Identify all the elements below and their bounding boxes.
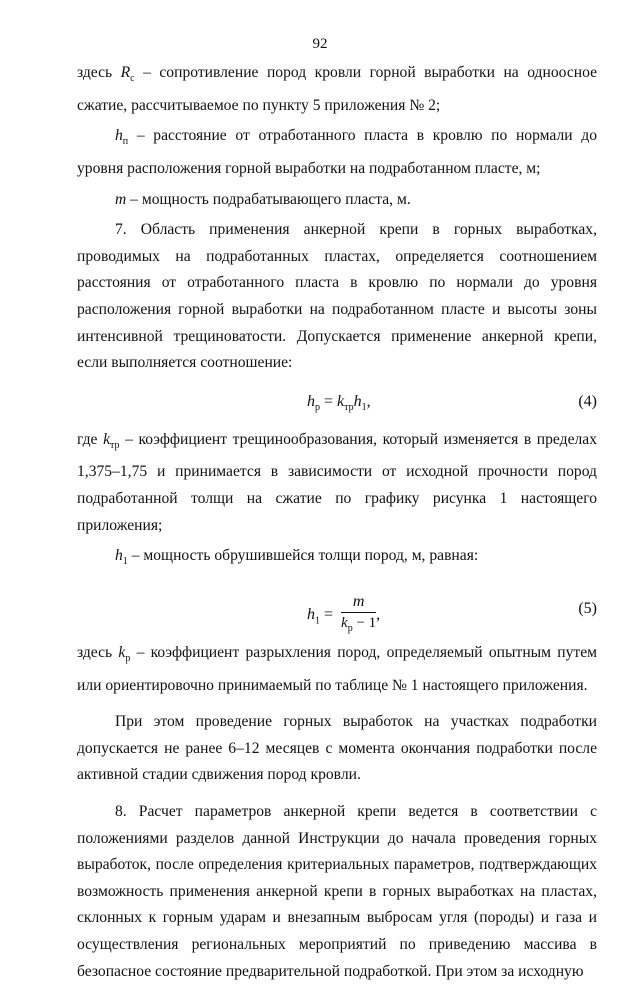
symbol-h1: h	[115, 547, 123, 565]
symbol-kp: k	[118, 643, 126, 661]
symbol-m: m	[115, 190, 127, 208]
equation-4-formula: $h_р = k_{тр}h_1$,	[307, 392, 371, 413]
paragraph-timing: При этом проведение горных выработок на участках подработки допускается не ранее 6–12 месяцев с момента окончания подработки после активной стадии сдвижения пород кровли.	[77, 713, 597, 784]
symbol-ktr: k	[103, 430, 110, 448]
equation-5-number: (5)	[578, 599, 597, 617]
document-body	[77, 60, 597, 985]
equation-4-number: (4)	[578, 392, 597, 410]
paragraph-m-definition: m – мощность подрабатывающего пласта, м.	[115, 190, 411, 208]
paragraph-hp-definition: $h_п$ – расстояние от отработанного пласта в кровлю по нормали до уровня расположения горной выработки на подработанном пласте, м;	[77, 127, 597, 177]
paragraph-kp-definition: здесь $k_р$ – коэффициент разрыхления пород, определяемый опытным путем или ориентировочно принимаемый по таблице № 1 настоящего приложения.	[77, 643, 597, 694]
equation-5-formula: $h_1$ = $\frac{m}{k_р - 1}$ ,	[307, 592, 380, 639]
symbol-hp: h	[115, 127, 123, 145]
paragraph-rc-definition: здесь $R_c$ – сопротивление пород кровли горной выработки на одноосное сжатие, рассчитываемое по пункту 5 приложения № 2;	[77, 64, 597, 114]
paragraph-ktr-definition: где $k_{тр}$ – коэффициент трещинообразования, который изменяется в пределах 1,375–1,75 и принимается в зависимости от исходной прочности пород подработанной толщи на сжатие по графику рисунка 1 настоящего приложения;	[77, 430, 598, 534]
paragraph-h1-definition: $h_1$ – мощность обрушившейся толщи пород, м, равная:	[115, 547, 479, 568]
equation-5-fraction: $\frac{m}{k_р - 1}$	[341, 592, 377, 634]
paragraph-item-8: 8. Расчет параметров анкерной крепи ведется в соответствии с положениями разделов данной Инструкции до начала проведения горных выработок, после определения критериальных параметров, подтверждающих возможность применения анкерной крепи в горных выработках на пластах, склонных к горным ударам и внезапным выбросам угля (породы) и газа и осуществления региональных мероприятий по приведению массива в безопасное состояние предварительной подработкой. При этом за исходную	[77, 803, 597, 980]
equation-5	[77, 578, 597, 636]
symbol-rc: R	[120, 64, 131, 81]
page-number: 92	[312, 36, 328, 52]
equation-4	[77, 383, 597, 423]
paragraph-item-7: 7. Область применения анкерной крепи в горных выработках, проводимых на подработанных пластах, определяется соотношением расстояния от отработанного пласта в кровлю по нормали до уровня расположения горной выработки на подработанном пласте и высоты зоны интенсивной трещиноватости. Допускается применение анкерной крепи, если выполняется соотношение:	[77, 221, 597, 372]
